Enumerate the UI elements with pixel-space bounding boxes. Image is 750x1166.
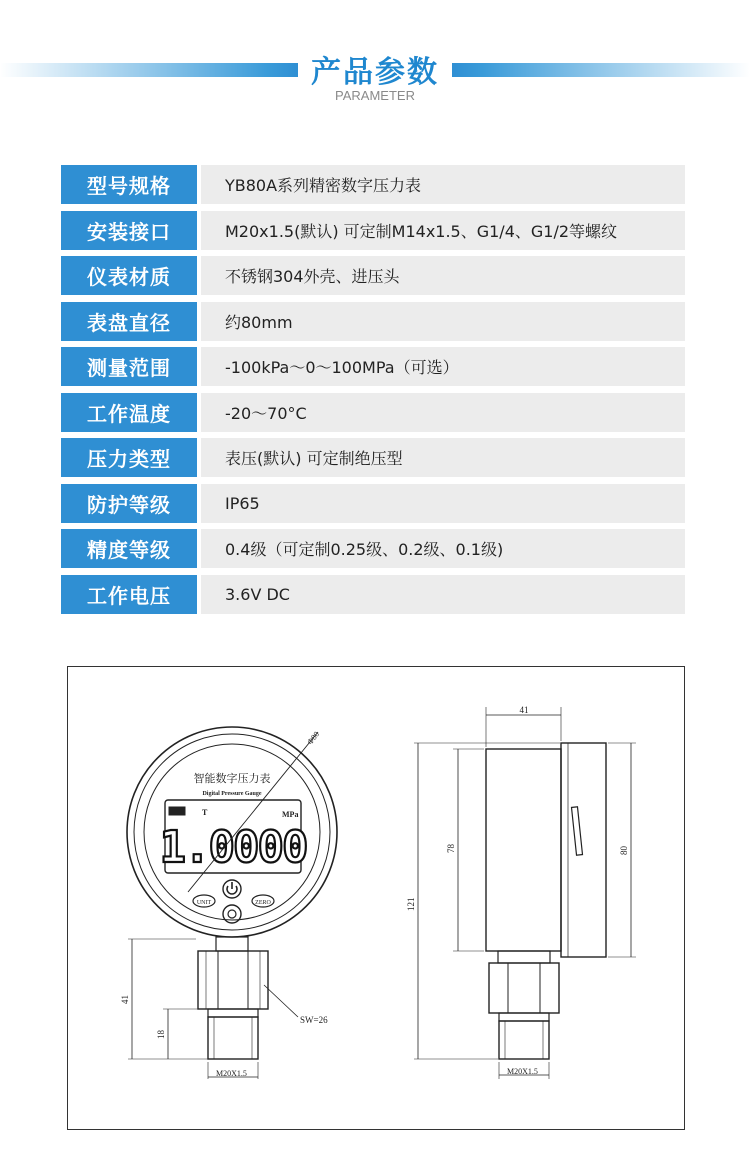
param-value: 约80mm bbox=[201, 302, 685, 341]
lcd-reading: 1.0000 bbox=[159, 822, 307, 873]
param-value: YB80A系列精密数字压力表 bbox=[201, 165, 685, 204]
dim-121: 121 bbox=[406, 897, 416, 911]
param-label: 防护等级 bbox=[61, 484, 197, 523]
front-view bbox=[120, 727, 337, 1079]
dim-thread-left: M20X1.5 bbox=[216, 1069, 247, 1078]
param-label: 压力类型 bbox=[61, 438, 197, 477]
param-label: 精度等级 bbox=[61, 529, 197, 568]
bulb-icon bbox=[228, 910, 236, 918]
param-label: 工作温度 bbox=[61, 393, 197, 432]
zero-button-label: ZERO bbox=[255, 900, 271, 906]
dim-41-top: 41 bbox=[519, 705, 529, 715]
section-subtitle: PARAMETER bbox=[335, 88, 415, 103]
param-label: 表盘直径 bbox=[61, 302, 197, 341]
param-row bbox=[61, 347, 685, 386]
dim-18: 18 bbox=[156, 1030, 166, 1039]
battery-icon bbox=[169, 807, 185, 815]
param-value: 3.6V DC bbox=[201, 575, 685, 614]
param-label: 型号规格 bbox=[61, 165, 197, 204]
param-row bbox=[61, 575, 685, 614]
param-value: -100kPa～0～100MPa（可选） bbox=[201, 347, 685, 386]
param-value: 表压(默认) 可定制绝压型 bbox=[201, 438, 685, 477]
dim-78: 78 bbox=[446, 844, 456, 853]
lcd-unit: MPa bbox=[282, 810, 299, 819]
param-label: 测量范围 bbox=[61, 347, 197, 386]
thread-fitting bbox=[208, 1017, 258, 1059]
dim-41-left: 41 bbox=[120, 995, 130, 1004]
param-row bbox=[61, 302, 685, 341]
param-row bbox=[61, 438, 685, 477]
gauge-body-side bbox=[486, 749, 561, 951]
param-label: 安装接口 bbox=[61, 211, 197, 250]
technical-drawing bbox=[67, 666, 685, 1130]
dim-sw: SW=26 bbox=[300, 1015, 328, 1025]
param-value: IP65 bbox=[201, 484, 685, 523]
param-row bbox=[61, 393, 685, 432]
section-title: 产品参数 bbox=[311, 55, 439, 90]
gauge-subtitle: Digital Pressure Gauge bbox=[202, 791, 262, 797]
param-label: 仪表材质 bbox=[61, 256, 197, 295]
section-header bbox=[0, 40, 750, 110]
side-view bbox=[406, 705, 636, 1079]
hex-nut bbox=[198, 951, 268, 1009]
dim-80: 80 bbox=[619, 846, 629, 855]
param-value: 不锈钢304外壳、进压头 bbox=[201, 256, 685, 295]
gauge-title: 智能数字压力表 bbox=[193, 773, 271, 785]
param-label: 工作电压 bbox=[61, 575, 197, 614]
param-row bbox=[61, 529, 685, 568]
unit-button-label: UNIT bbox=[196, 900, 212, 906]
param-row bbox=[61, 484, 685, 523]
param-value: M20x1.5(默认) 可定制M14x1.5、G1/4、G1/2等螺纹 bbox=[201, 211, 685, 250]
param-value: 0.4级（可定制0.25级、0.2级、0.1级) bbox=[201, 529, 685, 568]
param-row bbox=[61, 211, 685, 250]
dim-thread-right: M20X1.5 bbox=[507, 1067, 538, 1076]
param-value: -20～70°C bbox=[201, 393, 685, 432]
parameter-table bbox=[61, 165, 685, 620]
lcd-t-mark: T bbox=[202, 808, 208, 817]
param-row bbox=[61, 165, 685, 204]
dim-diameter: Φ80 bbox=[305, 729, 322, 747]
param-row bbox=[61, 256, 685, 295]
